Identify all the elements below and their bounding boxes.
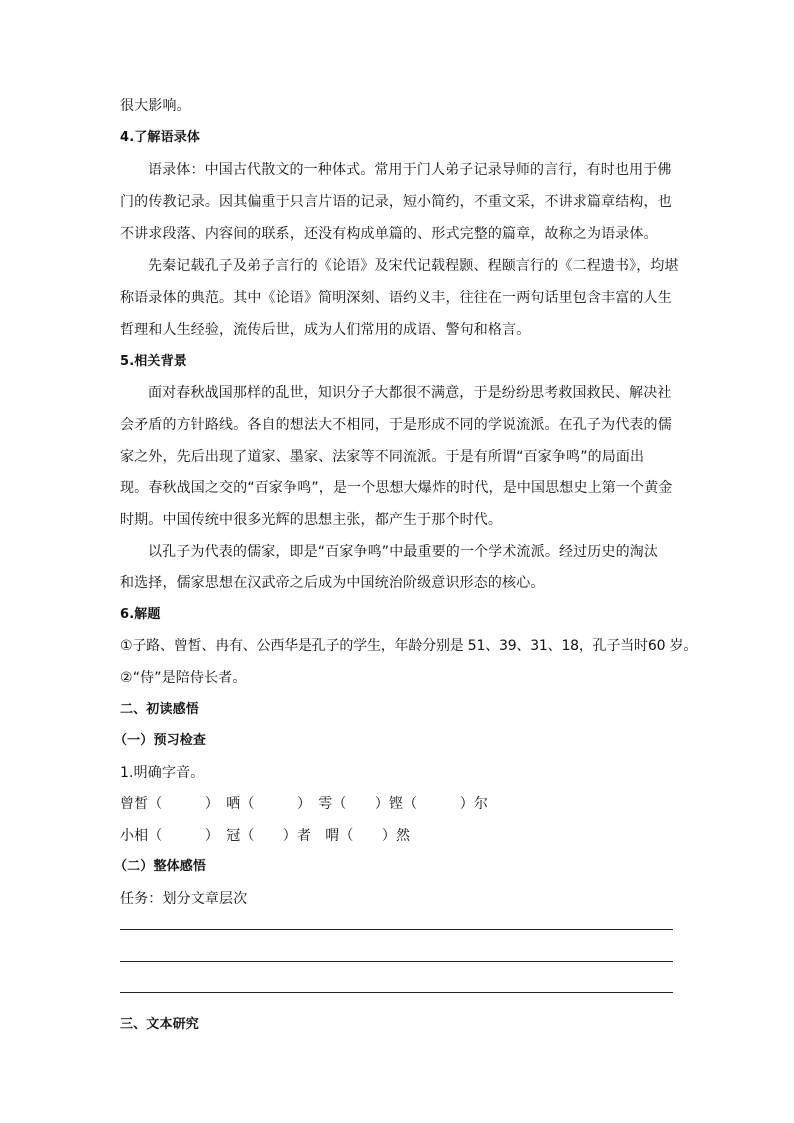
paragraph-line: 时期。中国传统中很多光辉的思想主张，都产生于那个时代。 xyxy=(120,512,503,528)
paragraph-line: ②“侍”是陪侍长者。 xyxy=(120,670,247,686)
paragraph-line: 现。春秋战国之交的“百家争鸣”，是一个思想大爆炸的时代，是中国思想史上第一个黄金 xyxy=(120,480,673,496)
section-heading: 5.相关背景 xyxy=(120,354,187,369)
answer-line[interactable] xyxy=(120,961,673,962)
paragraph-line: ①子路、曾皙、冉有、公西华是孔子的学生，年龄分别是 51、39、31、18，孔子当时60 岁。 xyxy=(120,638,698,654)
paragraph-line: 很大影响。 xyxy=(120,98,191,114)
paragraph-line: 以孔子为代表的儒家，即是“百家争鸣”中最重要的一个学术流派。经过历史的淘汰 xyxy=(148,544,659,560)
paragraph-line: 面对春秋战国那样的乱世，知识分子大都很不满意，于是纷纷思考救国救民、解决社 xyxy=(148,385,672,401)
section-heading: 二、初读感悟 xyxy=(120,702,199,717)
pinyin-exercise-line: 小相（ ） 冠（ ）者 喟（ ）然 xyxy=(120,828,411,844)
paragraph-line: 哲理和人生经验，流传后世，成为人们常用的成语、警句和格言。 xyxy=(120,322,531,338)
paragraph-line: 语录体：中国古代散文的一种体式。常用于门人弟子记录导师的言行，有时也用于佛 xyxy=(148,162,672,178)
section-heading: 4.了解语录体 xyxy=(120,130,201,145)
paragraph-line: 家之外，先后出现了道家、墨家、法家等不同流派。于是有所谓“百家争鸣”的局面出 xyxy=(120,449,645,465)
subsection-heading: （一）预习检查 xyxy=(114,733,207,748)
paragraph-line: 1.明确字音。 xyxy=(120,765,205,781)
pinyin-exercise-line: 曾皙（ ） 哂（ ） 雩（ ）铿（ ）尔 xyxy=(120,796,489,812)
paragraph-line: 门的传教记录。因其偏重于只言片语的记录，短小简约，不重文采，不讲求篇章结构，也 xyxy=(120,194,672,210)
section-heading: 6.解题 xyxy=(120,607,161,622)
paragraph-line: 先秦记载孔子及弟子言行的《论语》及宋代记载程颢、程颐言行的《二程遗书》，均堪 xyxy=(148,258,679,274)
paragraph-line: 不讲求段落、内容间的联系，还没有构成单篇的、形式完整的篇章，故称之为语录体。 xyxy=(120,226,658,242)
task-line: 任务：划分文章层次 xyxy=(120,891,248,907)
answer-line[interactable] xyxy=(120,929,673,930)
answer-line[interactable] xyxy=(120,992,673,993)
subsection-heading: （二）整体感悟 xyxy=(114,859,207,874)
paragraph-line: 称语录体的典范。其中《论语》简明深刻、语约义丰，往往在一两句话里包含丰富的人生 xyxy=(120,290,672,306)
paragraph-line: 和选择，儒家思想在汉武帝之后成为中国统治阶级意识形态的核心。 xyxy=(120,575,545,591)
section-heading: 三、文本研究 xyxy=(120,1017,199,1032)
paragraph-line: 会矛盾的方针路线。各自的想法大不相同，于是形成不同的学说流派。在孔子为代表的儒 xyxy=(120,417,672,433)
